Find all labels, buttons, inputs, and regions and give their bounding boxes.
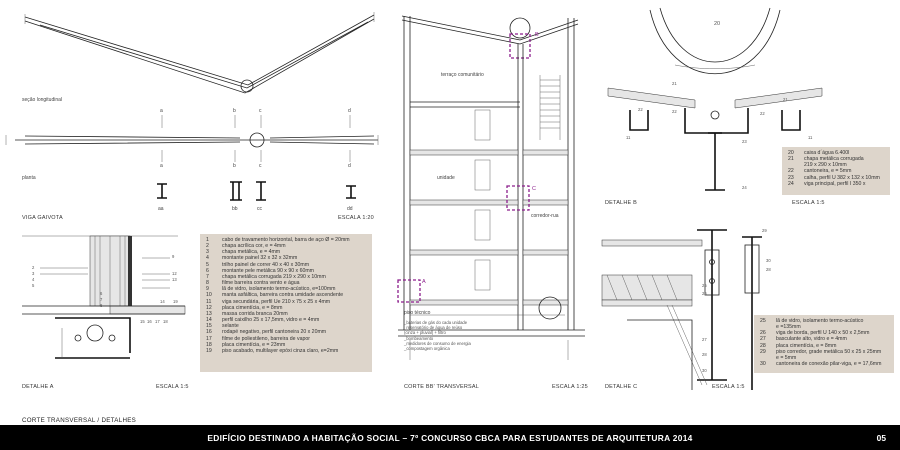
footer-title: EDIFÍCIO DESTINADO A HABITAÇÃO SOCIAL – 7º CONCURSO CBCA PARA ESTUDANTES DE ARQUITETURA 2014	[207, 433, 693, 443]
legend-text: chapa metálica corrugada	[804, 156, 864, 163]
legend-number: 23	[788, 174, 794, 181]
legend-text: selante	[222, 323, 239, 330]
floor-slab	[523, 200, 568, 205]
floor-slab	[410, 300, 518, 305]
detalhe-b-num-21b: 21	[783, 97, 788, 102]
corte-note: _reservatório de água de reúso	[404, 325, 463, 331]
detalhe-a-num-3: 3	[32, 271, 35, 276]
legend-number: 9	[206, 286, 209, 293]
detalhe-c-num-29: 29	[762, 228, 767, 233]
legend-text: lã de vidro, isolamento termo-acústico	[776, 318, 864, 324]
callout-a: A	[422, 279, 426, 285]
legend-text: viga de borda, perfil U 140 x 50 x 2,5mm	[776, 330, 870, 337]
detalhe-b-num-21: 21	[672, 81, 677, 86]
legend-text: montante painel 32 x 32 x 32mm	[222, 255, 298, 262]
detalhe-a-num-15: 15	[140, 319, 145, 324]
cut-letter-c1: c	[259, 108, 262, 114]
detalhe-a-title: DETALHE A	[22, 384, 54, 390]
footer-bar	[0, 425, 900, 450]
corte-title: CORTE BB' TRANSVERSAL	[404, 384, 480, 390]
detalhe-b-num-22b: 22	[672, 109, 677, 114]
detalhe-a-num-14: 14	[160, 299, 165, 304]
callout-c: C	[532, 186, 537, 192]
detalhe-b-num-20: 20	[714, 21, 721, 27]
detalhe-c-num-27: 27	[702, 337, 707, 342]
detalhe-a-num-7: 7	[100, 297, 103, 302]
detalhe-b-num-22a: 22	[638, 107, 643, 112]
legend-text: chapa metálica, e = 4mm	[222, 249, 281, 256]
legend-text: basculante alto, vidro e = 4mm	[776, 336, 847, 343]
legend-number: 29	[760, 348, 766, 355]
detalhe-b-num-11b: 11	[808, 135, 813, 140]
detalhe-a-num-6: 6	[100, 291, 103, 296]
legend-materials-1	[200, 234, 372, 372]
detalhe-c-num-25: 25	[702, 283, 707, 288]
floor-slab	[410, 150, 518, 155]
legend-number: 13	[206, 310, 212, 317]
detalhe-a-num-16: 16	[147, 319, 152, 324]
detalhe-a-num-5: 5	[32, 283, 35, 288]
legend-text: rodapé negativo, perfil cantoneira 20 x 20mm	[222, 329, 327, 336]
legend-number: 18	[206, 341, 212, 348]
floor-slab	[410, 200, 518, 205]
cut-letter-b1: b	[233, 108, 236, 114]
legend-row	[760, 361, 888, 367]
detalhe-c-scale: ESCALA 1:5	[712, 384, 745, 390]
corte-notes	[404, 321, 471, 352]
viga-title: VIGA GAIVOTA	[22, 215, 63, 221]
legend-text: viga secundária, perfil Ue 210 x 75 x 25 x 4mm	[222, 298, 331, 305]
legend-number: 27	[760, 336, 766, 343]
corte-scale: ESCALA 1:25	[552, 384, 588, 390]
legend-text: piso acabado, multilayer epóxi cinza claro, e=2mm	[222, 347, 339, 354]
detalhe-b-scale: ESCALA 1:5	[792, 200, 825, 206]
legend-number: 1	[206, 237, 209, 243]
detalhe-a-num-17: 17	[155, 319, 160, 324]
corte-piso-tecnico-label: piso técnico	[404, 310, 431, 316]
floor-slab	[410, 250, 518, 255]
legend-detalhe-b	[782, 147, 890, 195]
cut-letter-d1: d	[348, 108, 351, 114]
legend-number: 8	[206, 280, 209, 287]
legend-text: perfil caixilho 25 x 17,5mm, vidro e = 4mm	[222, 317, 320, 324]
legend-text: chapa metálica corrugada 219 x 290 x 10mm	[222, 273, 326, 280]
legend-text: manta asfáltica, barreira contra umidade ascendente	[222, 292, 344, 299]
legend-number: 7	[206, 273, 209, 280]
legend-number: 3	[206, 249, 209, 256]
legend-number: 28	[760, 342, 766, 349]
detalhe-c-title: DETALHE C	[605, 384, 638, 390]
legend-text: placa cimentícia, e = 8mm	[222, 304, 283, 311]
detalhe-a-drawing	[0, 228, 200, 398]
detalhe-c-num-28b: 28	[702, 352, 707, 357]
legend-number: 21	[788, 156, 794, 163]
legend-row	[788, 181, 884, 187]
legend-text: piso corredor, grade metálica 50 x 25 x 25mm	[776, 348, 882, 355]
corte-unidade-label: unidade	[437, 175, 455, 181]
detalhe-b-num-23: 23	[742, 139, 747, 144]
section-label-dd: dd	[347, 206, 353, 212]
detalhe-c-num-26: 26	[702, 291, 707, 296]
legend-number: 11	[206, 298, 212, 305]
detalhe-c-num-30b: 30	[702, 368, 707, 373]
legend-row	[206, 348, 366, 354]
legend-text: massa corrida branca 20mm	[222, 310, 288, 317]
section-label-aa: aa	[158, 206, 164, 212]
legend-number: 10	[206, 292, 212, 299]
corte-note: _bombeamento	[404, 335, 434, 341]
legend-text: calha, perfil U 382 x 132 x 10mm	[804, 174, 880, 181]
cut-letter-b2: b	[233, 163, 236, 169]
viga-elevation-drawing	[0, 0, 380, 230]
detalhe-a-num-2: 2	[32, 265, 35, 270]
legend-text: filme de poliestileno, barreira de vapor	[222, 335, 310, 342]
detalhe-a-scale: ESCALA 1:5	[156, 384, 189, 390]
legend-number: 30	[760, 361, 766, 368]
detalhe-a-num-13: 13	[172, 277, 177, 282]
detalhe-a-num-19: 19	[173, 299, 178, 304]
corte-note: _medidores de consumo de energia	[404, 340, 471, 346]
legend-number: 25	[760, 318, 766, 324]
legend-detalhe-c	[754, 315, 894, 373]
detalhe-a-num-18: 18	[163, 319, 168, 324]
legend-text: cantoneira, e = 5mm	[804, 168, 852, 175]
detalhe-b-title: DETALHE B	[605, 200, 637, 206]
floor-slab	[523, 150, 568, 155]
detalhe-b-num-24: 24	[742, 185, 747, 190]
legend-number: 16	[206, 329, 212, 336]
legend-number: 6	[206, 267, 209, 274]
legend-number: 2	[206, 243, 209, 250]
corte-corredor-label: corredor-rua	[531, 213, 559, 219]
legend-number: 12	[206, 304, 212, 311]
viga-scale: ESCALA 1:20	[338, 215, 374, 221]
legend-number: 17	[206, 335, 212, 342]
cut-letter-d2: d	[348, 163, 351, 169]
legend-number: 22	[788, 168, 794, 175]
legend-text: viga principal, perfil I 350 x	[804, 180, 866, 187]
legend-number: 24	[788, 180, 794, 187]
legend-text: 219 x 290 x 10mm	[804, 162, 847, 169]
legend-number: 5	[206, 261, 209, 268]
corte-terraco-label: terraço comunitário	[441, 72, 484, 78]
section-label-bb: bb	[232, 206, 238, 212]
legend-text: chapa acrílica cor, e = 4mm	[222, 243, 286, 250]
legend-text: trilho painel de correr 40 x 40 x 30mm	[222, 261, 310, 268]
detalhe-c-num-28a: 28	[766, 267, 771, 272]
legend-text: cantoneira de conexão pilar-viga, e = 17,6mm	[776, 361, 882, 368]
legend-number: 20	[788, 150, 794, 156]
cut-letter-a1: a	[160, 108, 163, 114]
corte-note: (cinza + pluvial) + filtro	[404, 330, 446, 336]
floor-slab	[523, 250, 568, 255]
floor-slab	[523, 300, 568, 305]
legend-text: caixa d´água 6.400l	[804, 150, 850, 156]
legend-number: 19	[206, 347, 212, 354]
legend-number: 26	[760, 330, 766, 337]
legend-number: 4	[206, 255, 209, 262]
section-title: CORTE TRANSVERSAL / DETALHES	[22, 417, 137, 424]
detalhe-b-num-22c: 22	[760, 111, 765, 116]
callout-b: B	[535, 32, 539, 38]
legend-number: 15	[206, 323, 212, 330]
legend-text: e = 5mm	[776, 354, 797, 361]
legend-number: 14	[206, 317, 212, 324]
cut-letter-a2: a	[160, 163, 163, 169]
legend-text: cabo de travamento horizontal, barra de aço Ø = 20mm	[222, 237, 350, 243]
viga-secao-label: seção longitudinal	[22, 97, 63, 103]
detalhe-c-num-30a: 30	[766, 258, 771, 263]
legend-text: lã de vidro, isolamento termo-acústico, e=100mm	[222, 286, 336, 293]
detalhe-b-num-11a: 11	[626, 135, 631, 140]
detalhe-a-num-4: 4	[32, 277, 35, 282]
legend-text: e =135mm	[776, 324, 801, 331]
legend-text: placa cimentícia, e = 8mm	[776, 342, 837, 349]
legend-text: placa cimentícia, e = 23mm	[222, 341, 286, 348]
detalhe-a-num-9: 9	[172, 254, 175, 259]
corte-note: _compostagem orgânica	[404, 346, 450, 352]
detalhe-a-num-8: 8	[100, 303, 103, 308]
section-label-cc: cc	[257, 206, 262, 212]
legend-text: filme barreira contra vento e água	[222, 280, 300, 287]
detalhe-a-num-12: 12	[172, 271, 177, 276]
viga-planta-label: planta	[22, 175, 36, 181]
corte-note: _baterias de gás do cada unidade	[404, 320, 468, 325]
legend-text: montante pele metálica 90 x 90 x 60mm	[222, 267, 314, 274]
cut-letter-c2: c	[259, 163, 262, 169]
page-number: 05	[876, 433, 886, 443]
